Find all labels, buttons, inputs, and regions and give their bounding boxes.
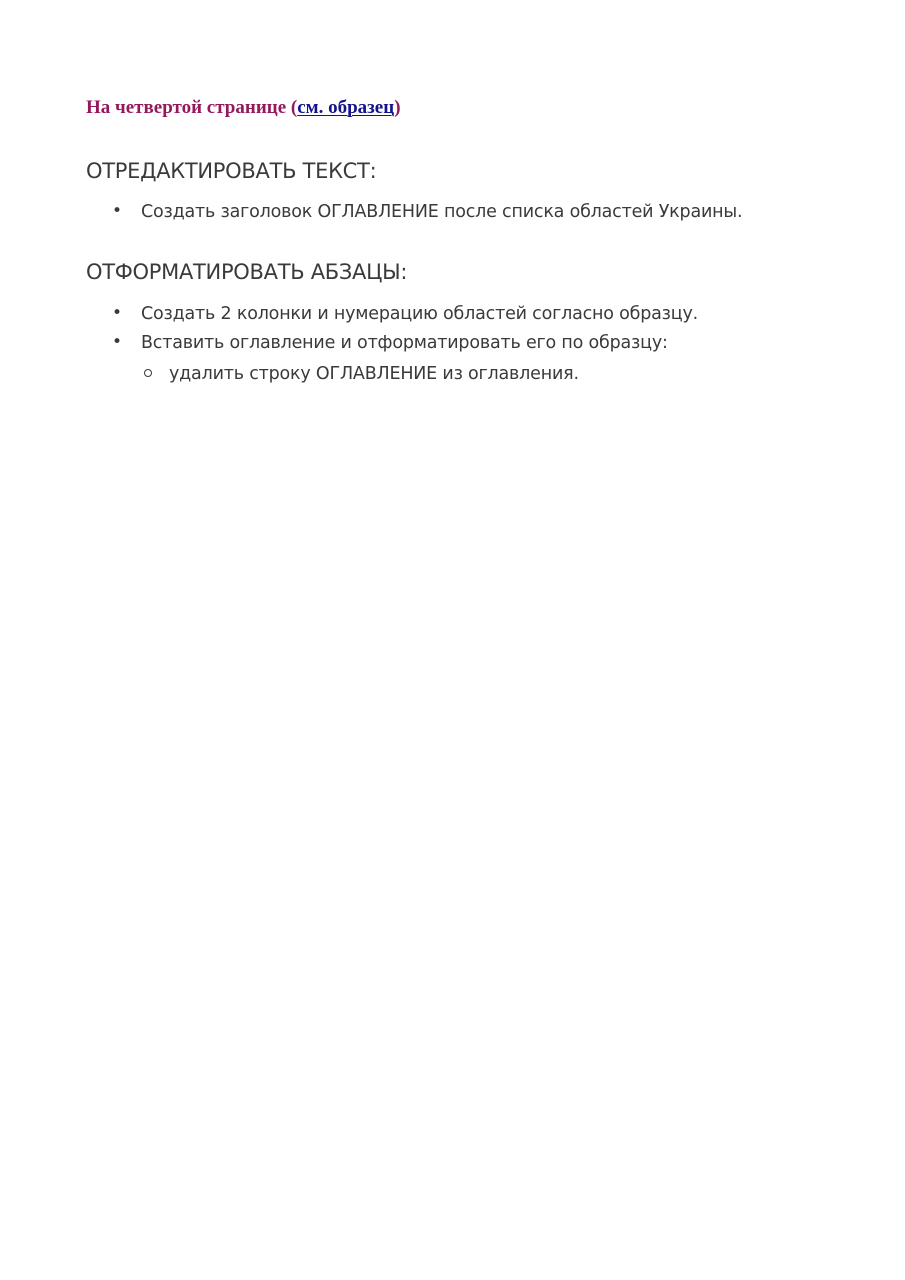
section-heading-edit-text: ОТРЕДАКТИРОВАТЬ ТЕКСТ: [86,159,377,183]
bullet-icon: • [112,303,123,323]
hollow-bullet-icon [144,369,152,377]
list-item: Создать 2 колонки и нумерацию областей согласно образцу. [141,304,699,324]
bullet-icon: • [112,201,123,221]
list-item: Вставить оглавление и отформатировать его по образцу: [141,333,668,353]
section-heading-format-paragraphs: ОТФОРМАТИРОВАТЬ АБЗАЦЫ: [86,260,408,284]
sub-list-item: удалить строку ОГЛАВЛЕНИЕ из оглавления. [169,364,579,384]
intro-line [86,97,401,119]
sample-link[interactable]: см. образец [297,97,395,118]
bullet-icon: • [112,332,123,352]
list-item: Создать заголовок ОГЛАВЛЕНИЕ после списка областей Украины. [141,202,743,222]
intro-close-paren: ) [394,97,401,118]
intro-text: На четвертой странице ( [86,97,298,118]
